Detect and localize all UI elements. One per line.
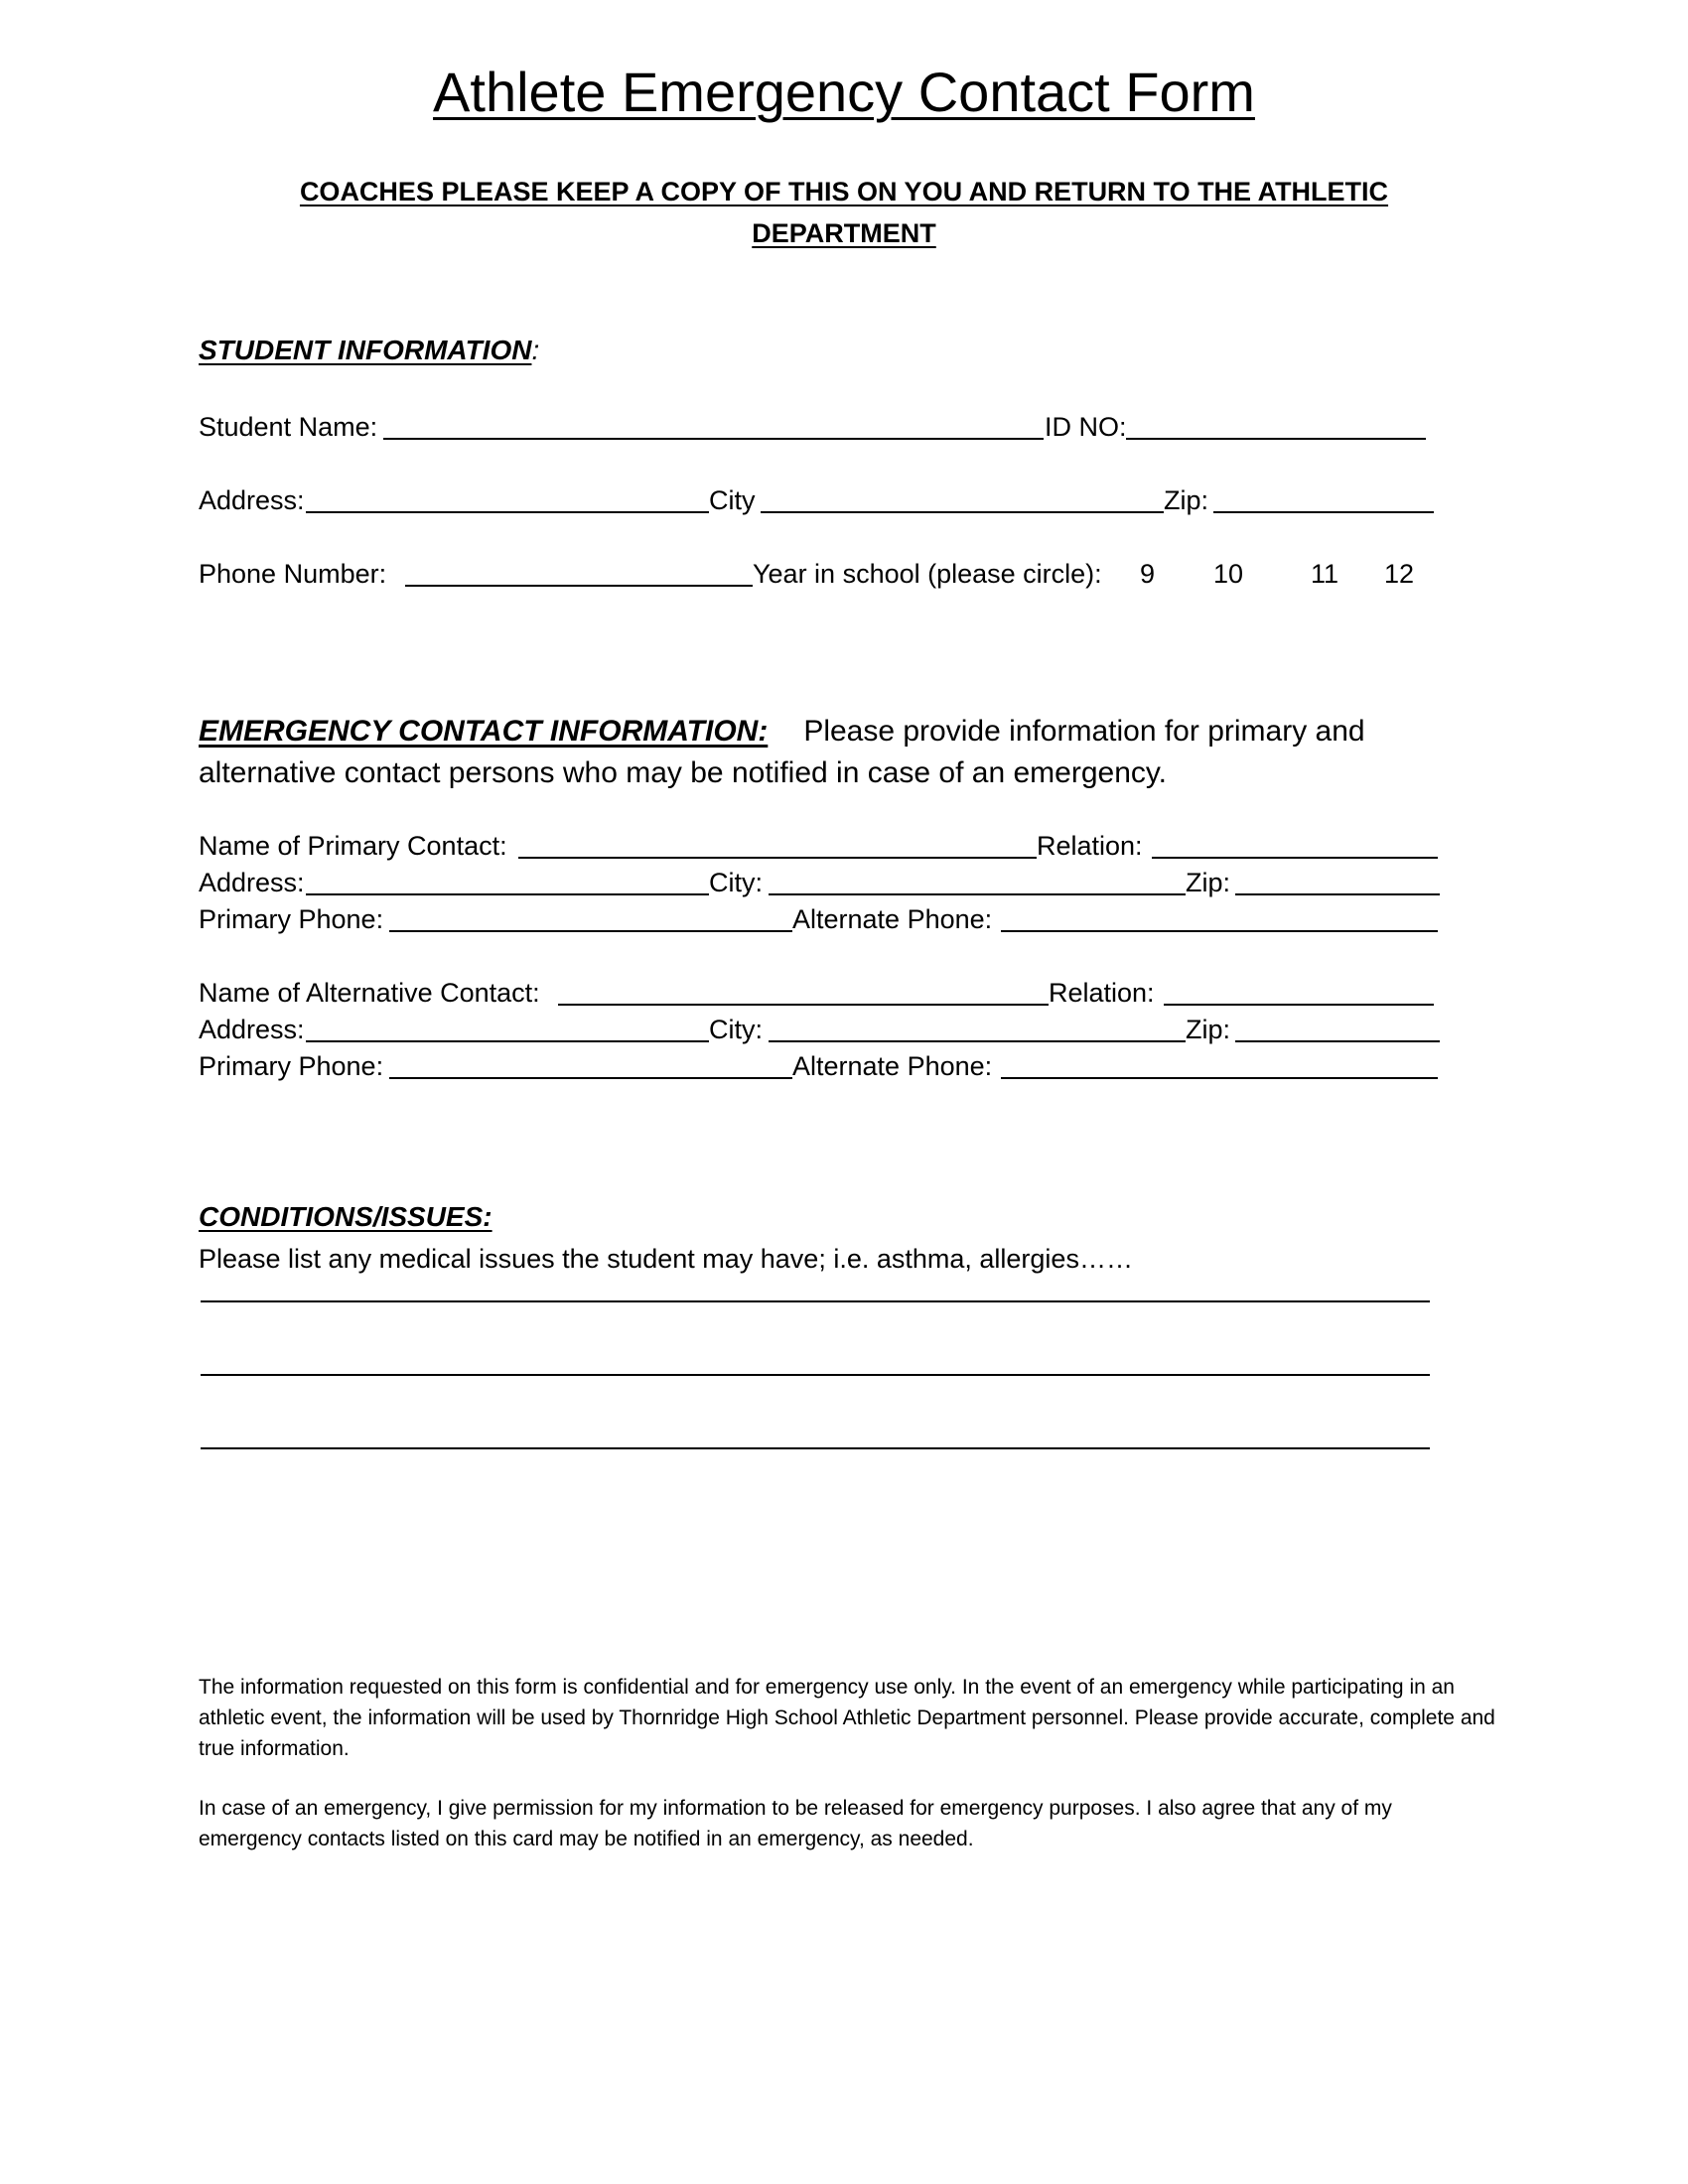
primary-relation-field[interactable] (1152, 857, 1438, 859)
alternative-alternate-phone-label: Alternate Phone: (792, 1051, 993, 1081)
alternative-address-label: Address: (199, 1015, 305, 1044)
alternative-zip-label: Zip: (1186, 1015, 1231, 1044)
id-no-label: ID NO: (1045, 412, 1127, 442)
page-subtitle: COACHES PLEASE KEEP A COPY OF THIS ON YOU AND RETURN TO THE ATHLETIC DEPARTMENT (299, 177, 1389, 248)
medical-issues-line-1[interactable] (201, 1300, 1430, 1302)
student-city-field[interactable] (761, 511, 1164, 513)
primary-zip-field[interactable] (1235, 893, 1440, 895)
page-title (0, 58, 1688, 127)
student-name-row (199, 407, 1489, 447)
emergency-intro-text: Please provide information for primary and alternative contact persons who may be notified in case of an emergency. (199, 715, 1365, 789)
primary-primary-phone-label: Primary Phone: (199, 904, 384, 934)
student-heading-text: STUDENT INFORMATION (199, 335, 532, 365)
emergency-section-intro (199, 711, 1450, 794)
student-heading-colon: : (531, 335, 540, 365)
primary-zip-label: Zip: (1186, 868, 1231, 897)
conditions-description: Please list any medical issues the student may have; i.e. asthma, allergies…… (199, 1244, 1133, 1274)
student-name-field[interactable] (383, 438, 1044, 440)
student-city-label: City (709, 485, 756, 515)
alternative-zip-field[interactable] (1235, 1040, 1440, 1042)
year-option-11[interactable]: 11 (1311, 559, 1339, 589)
student-phone-row (199, 554, 1489, 594)
primary-alternate-phone-field[interactable] (1001, 930, 1438, 932)
year-option-9[interactable]: 9 (1140, 559, 1156, 589)
alternative-city-field[interactable] (769, 1040, 1186, 1042)
student-address-field[interactable] (306, 511, 709, 513)
confidentiality-notice: The information requested on this form is confidential and for emergency use only. In the event of an emergency while participating in an athletic event, the information will be used by Thornridge High School Athletic Department personnel. Please provide accurate, complete and true information. (199, 1676, 1495, 1760)
primary-alternate-phone-label: Alternate Phone: (792, 904, 993, 934)
student-zip-field[interactable] (1213, 511, 1434, 513)
year-in-school-label: Year in school (please circle): (753, 559, 1102, 589)
medical-issues-line-2[interactable] (201, 1374, 1430, 1376)
alternative-contact-name-label: Name of Alternative Contact: (199, 978, 540, 1008)
primary-city-field[interactable] (769, 893, 1186, 895)
primary-contact-name-field[interactable] (518, 857, 1037, 859)
alternative-address-field[interactable] (306, 1040, 709, 1042)
student-phone-field[interactable] (405, 585, 753, 587)
year-option-12[interactable]: 12 (1384, 559, 1415, 589)
conditions-heading-text: CONDITIONS/ISSUES: (199, 1201, 492, 1232)
primary-primary-phone-field[interactable] (389, 930, 792, 932)
alternative-primary-phone-field[interactable] (389, 1077, 792, 1079)
conditions-section-heading (199, 1197, 492, 1237)
alternative-address-row (199, 1010, 1489, 1049)
primary-address-field[interactable] (306, 893, 709, 895)
alternative-primary-phone-label: Primary Phone: (199, 1051, 384, 1081)
primary-phones-row (199, 899, 1489, 939)
alternative-contact-name-field[interactable] (558, 1004, 1049, 1006)
primary-address-row (199, 863, 1489, 902)
primary-relation-label: Relation: (1037, 831, 1143, 861)
alternative-relation-label: Relation: (1049, 978, 1155, 1008)
primary-city-label: City: (709, 868, 763, 897)
primary-contact-name-row (199, 826, 1489, 866)
student-zip-label: Zip: (1164, 485, 1209, 515)
alternative-phones-row (199, 1046, 1489, 1086)
medical-issues-line-3[interactable] (201, 1447, 1430, 1449)
primary-contact-name-label: Name of Primary Contact: (199, 831, 507, 861)
student-section-heading (199, 331, 539, 370)
student-address-label: Address: (199, 485, 305, 515)
permission-statement: In case of an emergency, I give permission for my information to be released for emergency purposes. I also agree that any of my emergency contacts listed on this card may be notified in an emergency, as needed. (199, 1797, 1392, 1850)
student-phone-label: Phone Number: (199, 559, 387, 589)
primary-address-label: Address: (199, 868, 305, 897)
student-address-row (199, 480, 1489, 520)
emergency-section-heading: EMERGENCY CONTACT INFORMATION: (199, 715, 769, 748)
alternative-city-label: City: (709, 1015, 763, 1044)
page-title-text: Athlete Emergency Contact Form (433, 61, 1255, 123)
year-option-10[interactable]: 10 (1213, 559, 1244, 589)
alternative-relation-field[interactable] (1164, 1004, 1434, 1006)
alternative-contact-name-row (199, 973, 1489, 1013)
student-name-label: Student Name: (199, 412, 378, 442)
id-no-field[interactable] (1126, 438, 1426, 440)
alternative-alternate-phone-field[interactable] (1001, 1077, 1438, 1079)
